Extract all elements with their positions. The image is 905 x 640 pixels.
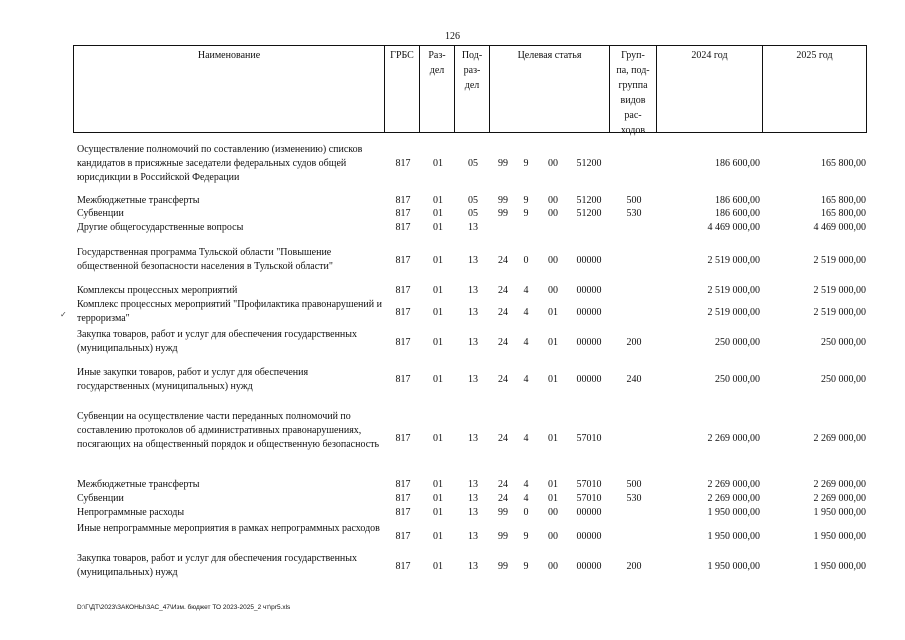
header-podrazdel — [454, 45, 490, 133]
header-name-label: Наименование — [197, 50, 261, 61]
row-cs-sub: 01 — [548, 479, 558, 490]
row-razdel: 01 — [433, 493, 443, 504]
row-amount-2025: 165 800,00 — [821, 208, 866, 219]
row-cs-type: 0 — [523, 507, 529, 518]
row-name: Непрограммные расходы — [77, 507, 185, 518]
header-year-2024-label: 2024 год — [691, 50, 728, 61]
row-expense-group: 530 — [626, 208, 642, 219]
scan-mark: ✓ — [60, 310, 67, 319]
row-grbs: 817 — [395, 208, 411, 219]
row-amount-2025: 2 519 000,00 — [813, 255, 866, 266]
row-amount-2025: 4 469 000,00 — [813, 222, 866, 233]
row-cs-direction: 00000 — [576, 531, 602, 542]
row-amount-2024: 1 950 000,00 — [707, 531, 760, 542]
row-name: Закупка товаров, работ и услуг для обеспечения государственных (муниципальных) нужд — [77, 553, 358, 578]
row-expense-group: 200 — [626, 337, 642, 348]
row-cs-sub: 01 — [548, 493, 558, 504]
row-grbs: 817 — [395, 222, 411, 233]
row-razdel: 01 — [433, 374, 443, 385]
row-cs-sub: 00 — [548, 255, 558, 266]
row-amount-2024: 1 950 000,00 — [707, 507, 760, 518]
row-name: Межбюджетные трансферты — [77, 195, 200, 206]
row-razdel: 01 — [433, 337, 443, 348]
row-cs-type: 0 — [523, 255, 529, 266]
row-expense-group: 530 — [626, 493, 642, 504]
row-cs-type: 4 — [523, 374, 529, 385]
page-number: 126 — [445, 31, 460, 42]
row-grbs: 817 — [395, 307, 411, 318]
row-expense-group: 500 — [626, 195, 642, 206]
row-podrazdel: 13 — [468, 531, 478, 542]
row-cs-program: 99 — [498, 507, 508, 518]
row-cs-program: 99 — [498, 158, 508, 169]
header-grbs-label: ГРБС — [390, 50, 414, 61]
row-grbs: 817 — [395, 374, 411, 385]
row-name: Осуществление полномочий по составлению (изменению) списков кандидатов в присяжные заседатели федеральных судов общей юрисдикции в Российской Федерации — [77, 144, 363, 183]
row-cs-program: 24 — [498, 374, 508, 385]
row-grbs: 817 — [395, 433, 411, 444]
row-podrazdel: 13 — [468, 507, 478, 518]
row-amount-2025: 2 269 000,00 — [813, 433, 866, 444]
row-cs-type: 4 — [523, 307, 529, 318]
row-cs-program: 24 — [498, 255, 508, 266]
row-cs-sub: 00 — [548, 195, 558, 206]
row-podrazdel: 13 — [468, 285, 478, 296]
row-cs-sub: 00 — [548, 285, 558, 296]
row-podrazdel: 05 — [468, 195, 478, 206]
row-amount-2024: 250 000,00 — [715, 374, 760, 385]
row-grbs: 817 — [395, 531, 411, 542]
row-cs-sub: 00 — [548, 507, 558, 518]
row-cs-direction: 57010 — [576, 433, 602, 444]
row-cs-type: 4 — [523, 479, 529, 490]
row-cs-direction: 51200 — [576, 195, 602, 206]
row-amount-2024: 4 469 000,00 — [707, 222, 760, 233]
row-cs-program: 24 — [498, 433, 508, 444]
header-grbs — [384, 45, 420, 133]
row-grbs: 817 — [395, 255, 411, 266]
row-cs-sub: 00 — [548, 531, 558, 542]
row-cs-type: 4 — [523, 285, 529, 296]
row-grbs: 817 — [395, 507, 411, 518]
row-name: Субвенции на осуществление части переданных полномочий по составлению протоколов об административных правонарушениях, посягающих на общественный порядок и общественную безопасность — [77, 411, 380, 450]
row-podrazdel: 13 — [468, 255, 478, 266]
row-cs-type: 9 — [523, 158, 529, 169]
row-cs-type: 9 — [523, 561, 529, 572]
row-amount-2025: 165 800,00 — [821, 195, 866, 206]
row-grbs: 817 — [395, 493, 411, 504]
row-amount-2025: 2 519 000,00 — [813, 307, 866, 318]
header-expense-group — [609, 45, 657, 136]
header-year-2025-label: 2025 год — [796, 50, 833, 61]
row-podrazdel: 13 — [468, 222, 478, 233]
row-razdel: 01 — [433, 195, 443, 206]
row-cs-program: 99 — [498, 208, 508, 219]
row-name: Субвенции — [77, 208, 124, 219]
row-cs-direction: 00000 — [576, 337, 602, 348]
row-podrazdel: 13 — [468, 561, 478, 572]
row-cs-sub: 01 — [548, 337, 558, 348]
row-cs-program: 99 — [498, 195, 508, 206]
row-podrazdel: 13 — [468, 307, 478, 318]
row-razdel: 01 — [433, 531, 443, 542]
row-name: Государственная программа Тульской области "Повышение общественной безопасности населения в Тульской области" — [77, 247, 333, 272]
row-podrazdel: 13 — [468, 479, 478, 490]
row-grbs: 817 — [395, 561, 411, 572]
row-name: Закупка товаров, работ и услуг для обеспечения государственных (муниципальных) нужд — [77, 329, 358, 354]
row-cs-type: 4 — [523, 493, 529, 504]
row-razdel: 01 — [433, 255, 443, 266]
row-cs-sub: 00 — [548, 158, 558, 169]
row-grbs: 817 — [395, 158, 411, 169]
row-amount-2025: 1 950 000,00 — [813, 531, 866, 542]
row-cs-type: 9 — [523, 531, 529, 542]
row-cs-sub: 00 — [548, 208, 558, 219]
row-name: Иные непрограммные мероприятия в рамках непрограммных расходов — [77, 523, 380, 534]
row-cs-program: 99 — [498, 561, 508, 572]
row-amount-2025: 2 269 000,00 — [813, 479, 866, 490]
header-year-2024 — [656, 45, 763, 133]
row-amount-2024: 2 269 000,00 — [707, 433, 760, 444]
header-razdel — [419, 45, 455, 133]
row-expense-group: 200 — [626, 561, 642, 572]
header-target-article — [489, 45, 610, 133]
row-razdel: 01 — [433, 307, 443, 318]
row-name: Другие общегосударственные вопросы — [77, 222, 244, 233]
row-razdel: 01 — [433, 507, 443, 518]
row-cs-direction: 57010 — [576, 479, 602, 490]
row-amount-2025: 2 519 000,00 — [813, 285, 866, 296]
row-name: Субвенции — [77, 493, 124, 504]
row-cs-program: 24 — [498, 285, 508, 296]
row-cs-direction: 57010 — [576, 493, 602, 504]
row-amount-2025: 250 000,00 — [821, 374, 866, 385]
row-cs-type: 4 — [523, 433, 529, 444]
row-amount-2024: 1 950 000,00 — [707, 561, 760, 572]
row-amount-2024: 250 000,00 — [715, 337, 760, 348]
row-cs-sub: 01 — [548, 374, 558, 385]
row-cs-type: 9 — [523, 195, 529, 206]
row-podrazdel: 05 — [468, 208, 478, 219]
row-amount-2024: 2 269 000,00 — [707, 479, 760, 490]
row-name: Комплекс процессных мероприятий "Профилактика правонарушений и терроризма" — [77, 299, 382, 324]
row-cs-direction: 00000 — [576, 255, 602, 266]
row-grbs: 817 — [395, 195, 411, 206]
row-podrazdel: 13 — [468, 433, 478, 444]
row-cs-program: 24 — [498, 337, 508, 348]
row-amount-2024: 186 600,00 — [715, 195, 760, 206]
row-cs-program: 24 — [498, 307, 508, 318]
row-podrazdel: 05 — [468, 158, 478, 169]
header-podrazdel-label: Под- раз- дел — [461, 50, 483, 91]
header-name — [73, 45, 385, 133]
header-target-label: Целевая статья — [517, 50, 582, 61]
row-cs-program: 99 — [498, 531, 508, 542]
row-razdel: 01 — [433, 208, 443, 219]
row-cs-direction: 00000 — [576, 374, 602, 385]
row-cs-sub: 01 — [548, 433, 558, 444]
row-amount-2024: 2 519 000,00 — [707, 255, 760, 266]
row-cs-direction: 00000 — [576, 307, 602, 318]
row-amount-2025: 250 000,00 — [821, 337, 866, 348]
row-cs-sub: 00 — [548, 561, 558, 572]
row-cs-direction: 00000 — [576, 561, 602, 572]
row-razdel: 01 — [433, 479, 443, 490]
row-amount-2024: 186 600,00 — [715, 158, 760, 169]
row-grbs: 817 — [395, 479, 411, 490]
row-expense-group: 240 — [626, 374, 642, 385]
row-amount-2025: 1 950 000,00 — [813, 561, 866, 572]
row-cs-type: 4 — [523, 337, 529, 348]
row-grbs: 817 — [395, 337, 411, 348]
row-expense-group: 500 — [626, 479, 642, 490]
row-razdel: 01 — [433, 285, 443, 296]
row-name: Иные закупки товаров, работ и услуг для обеспечения государственных (муниципальных) нужд — [77, 367, 309, 392]
row-name: Межбюджетные трансферты — [77, 479, 200, 490]
header-razdel-label: Раз- дел — [428, 50, 446, 76]
file-path: D:\Г\ДТ\2023\ЗАКОНЫ\ЗАС_47\Изм. бюджет ТО 2023-2025_2 чт\pr5.xls — [77, 604, 291, 611]
row-cs-program: 24 — [498, 479, 508, 490]
row-cs-direction: 00000 — [576, 507, 602, 518]
row-razdel: 01 — [433, 158, 443, 169]
header-year-2025 — [762, 45, 867, 133]
row-cs-direction: 51200 — [576, 208, 602, 219]
row-razdel: 01 — [433, 561, 443, 572]
row-cs-direction: 00000 — [576, 285, 602, 296]
row-cs-direction: 51200 — [576, 158, 602, 169]
row-amount-2024: 2 519 000,00 — [707, 285, 760, 296]
row-amount-2025: 165 800,00 — [821, 158, 866, 169]
row-amount-2024: 2 269 000,00 — [707, 493, 760, 504]
row-amount-2025: 2 269 000,00 — [813, 493, 866, 504]
row-podrazdel: 13 — [468, 337, 478, 348]
row-grbs: 817 — [395, 285, 411, 296]
row-amount-2025: 1 950 000,00 — [813, 507, 866, 518]
row-podrazdel: 13 — [468, 374, 478, 385]
row-name: Комплексы процессных мероприятий — [77, 285, 238, 296]
row-cs-sub: 01 — [548, 307, 558, 318]
row-cs-program: 24 — [498, 493, 508, 504]
row-amount-2024: 186 600,00 — [715, 208, 760, 219]
row-podrazdel: 13 — [468, 493, 478, 504]
row-razdel: 01 — [433, 222, 443, 233]
row-amount-2024: 2 519 000,00 — [707, 307, 760, 318]
row-razdel: 01 — [433, 433, 443, 444]
row-cs-type: 9 — [523, 208, 529, 219]
header-expense-group-label: Груп- па, под- группа видов рас- ходов — [616, 50, 650, 136]
